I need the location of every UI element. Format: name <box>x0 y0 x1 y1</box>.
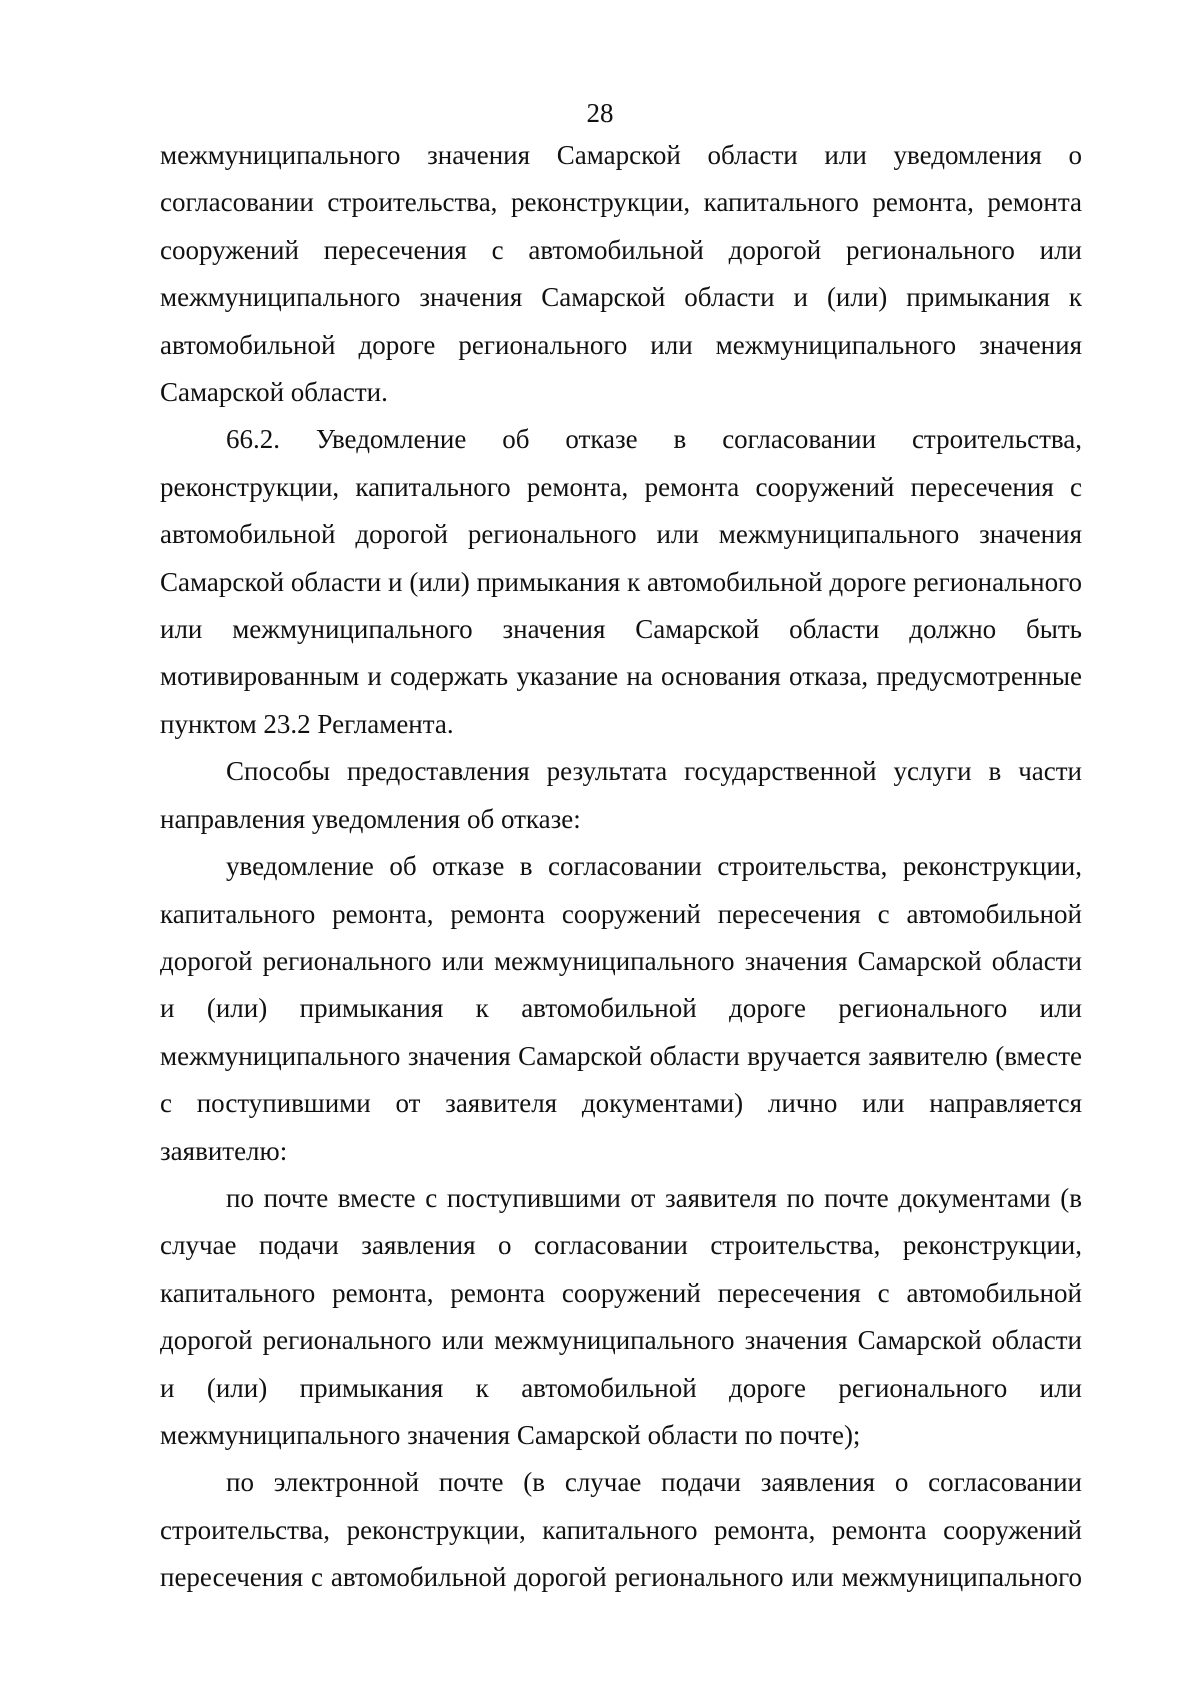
paragraph-delivery-methods: Способы предоставления результата государственной услуги в части направления уведомления об отказе: <box>160 756 1082 834</box>
paragraph-66-2: 66.2. Уведомление об отказе в согласовании строительства, реконструкции, капитального ремонта, ремонта сооружений пересечения с автомобильной дорогой регионального или межмуниципального значения Самарской области и (или) примыкания к автомобильной дороге регионального или межмуниципального значения Самарской области должно быть мотивированным и содержать указание на основания отказа, предусмотренные пунктом 23.2 Регламента. <box>160 424 1082 739</box>
paragraph-continuation: межмуниципального значения Самарской области или уведомления о согласовании строительства, реконструкции, капитального ремонта, ремонта сооружений пересечения с автомобильной дорогой регионального или межмуниципального значения Самарской области и (или) примыкания к автомобильной дороге регионального или межмуниципального значения Самарской области. <box>160 140 1082 408</box>
paragraph-refusal-notice: уведомление об отказе в согласовании строительства, реконструкции, капитального ремонта, ремонта сооружений пересечения с автомобильной дорогой регионального или межмуниципального значения Самарской области и (или) примыкания к автомобильной дороге регионального или межмуниципального значения Самарской области вручается заявителю (вместе с поступившими от заявителя документами) лично или направляется заявителю: <box>160 851 1082 1166</box>
document-body <box>160 132 1082 1602</box>
paragraph-by-mail: по почте вместе с поступившими от заявителя по почте документами (в случае подачи заявления о согласовании строительства, реконструкции, капитального ремонта, ремонта сооружений пересечения с автомобильной дорогой регионального или межмуниципального значения Самарской области и (или) примыкания к автомобильной дороге регионального или межмуниципального значения Самарской области по почте); <box>160 1182 1082 1450</box>
page-number: 28 <box>586 98 614 128</box>
paragraph-by-email: по электронной почте (в случае подачи заявления о согласовании строительства, реконструкции, капитального ремонта, ремонта сооружений пересечения с автомобильной дорогой регионального или межмуниципального <box>160 1467 1082 1593</box>
